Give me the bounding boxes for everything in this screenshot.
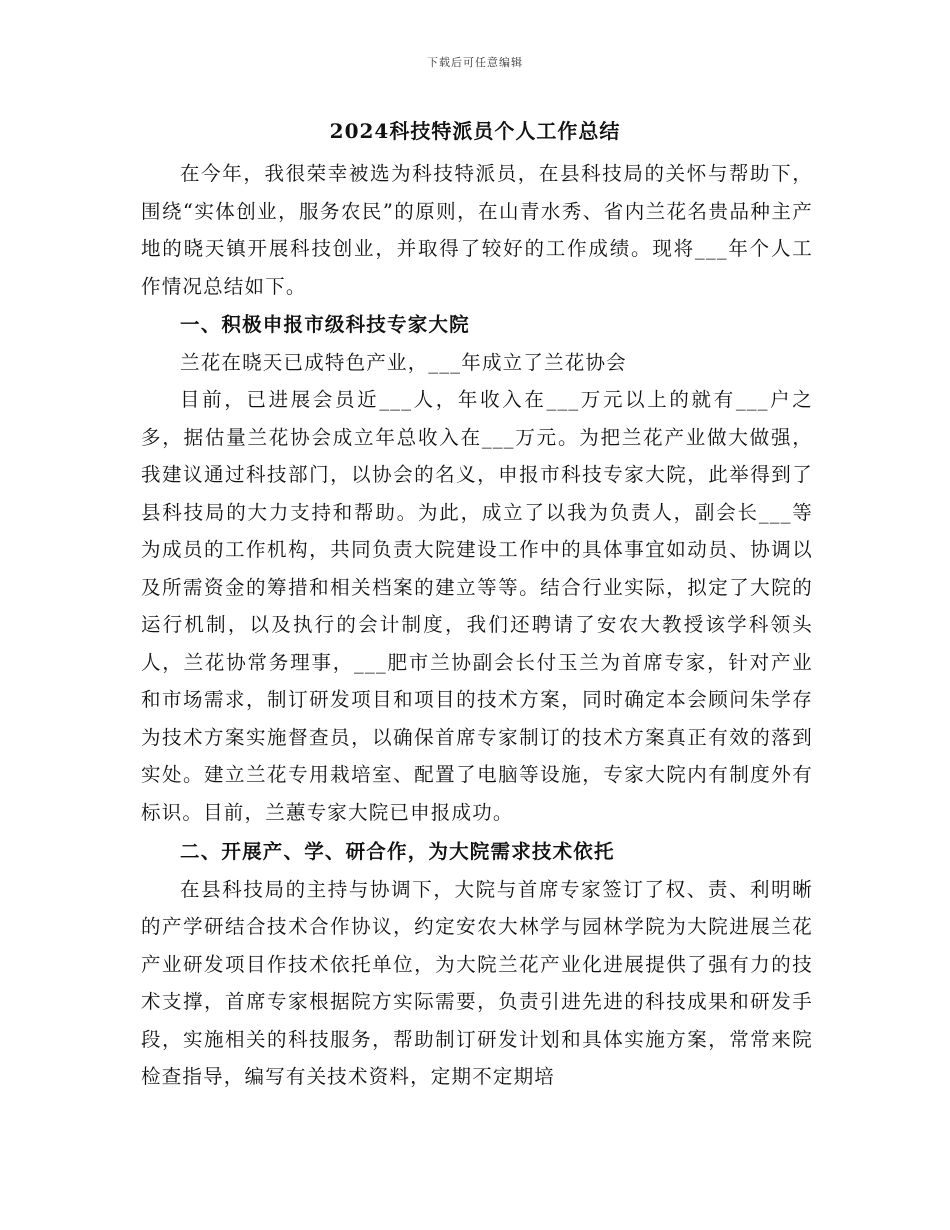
document-body <box>141 155 813 1096</box>
section-1-paragraph-2: 目前，已进展会员近___人，年收入在___万元以上的就有___户之多，据估量兰花协会成立年总收入在___万元。为把兰花产业做大做强，我建议通过科技部门，以协会的名义，申报市科技专家大院，此举得到了县科技局的大力支持和帮助。为此，成立了以我为负责人，副会长___等为成员的工作机构，共同负责大院建设工作中的具体事宜如动员、协调以及所需资金的筹措和相关档案的建立等等。结合行业实际，拟定了大院的运行机制，以及执行的会计制度，我们还聘请了安农大教授该学科领头人，兰花协常务理事，___肥市兰协副会长付玉兰为首席专家，针对产业和市场需求，制订研发项目和项目的技术方案，同时确定本会顾问朱学存为技术方案实施督查员，以确保首席专家制订的技术方案真正有效的落到实处。建立兰花专用栽培室、配置了电脑等设施，专家大院内有制度外有标识。目前，兰蕙专家大院已申报成功。 <box>141 388 813 824</box>
section-2-paragraph-1: 在县科技局的主持与协调下，大院与首席专家签订了权、责、利明晰的产学研结合技术合作协议，约定安农大林学与园林学院为大院进展兰花产业研发项目作技术依托单位，为大院兰花产业化进展提供了强有力的技术支撑，首席专家根据院方实际需要，负责引进先进的科技成果和研发手段，实施相关的科技服务，帮助制订研发计划和具体实施方案，常常来院检查指导，编写有关技术资料，定期不定期培 <box>141 877 813 1088</box>
section-1-heading: 一、积极申报市级科技专家大院 <box>180 313 470 336</box>
page-header-note: 下载后可任意编辑 <box>427 56 523 69</box>
section-1-paragraph-1: 兰花在晓天已成特色产业，___年成立了兰花协会 <box>180 350 627 374</box>
section-2-heading: 二、开展产、学、研合作，为大院需求技术依托 <box>180 840 615 863</box>
document-title: 2024科技特派员个人工作总结 <box>329 119 621 143</box>
intro-paragraph: 在今年，我很荣幸被选为科技特派员，在县科技局的关怀与帮助下，围绕“实体创业，服务农民”的原则，在山青水秀、省内兰花名贵品种主产地的晓天镇开展科技创业，并取得了较好的工作成绩。现将___年个人工作情况总结如下。 <box>141 162 813 298</box>
